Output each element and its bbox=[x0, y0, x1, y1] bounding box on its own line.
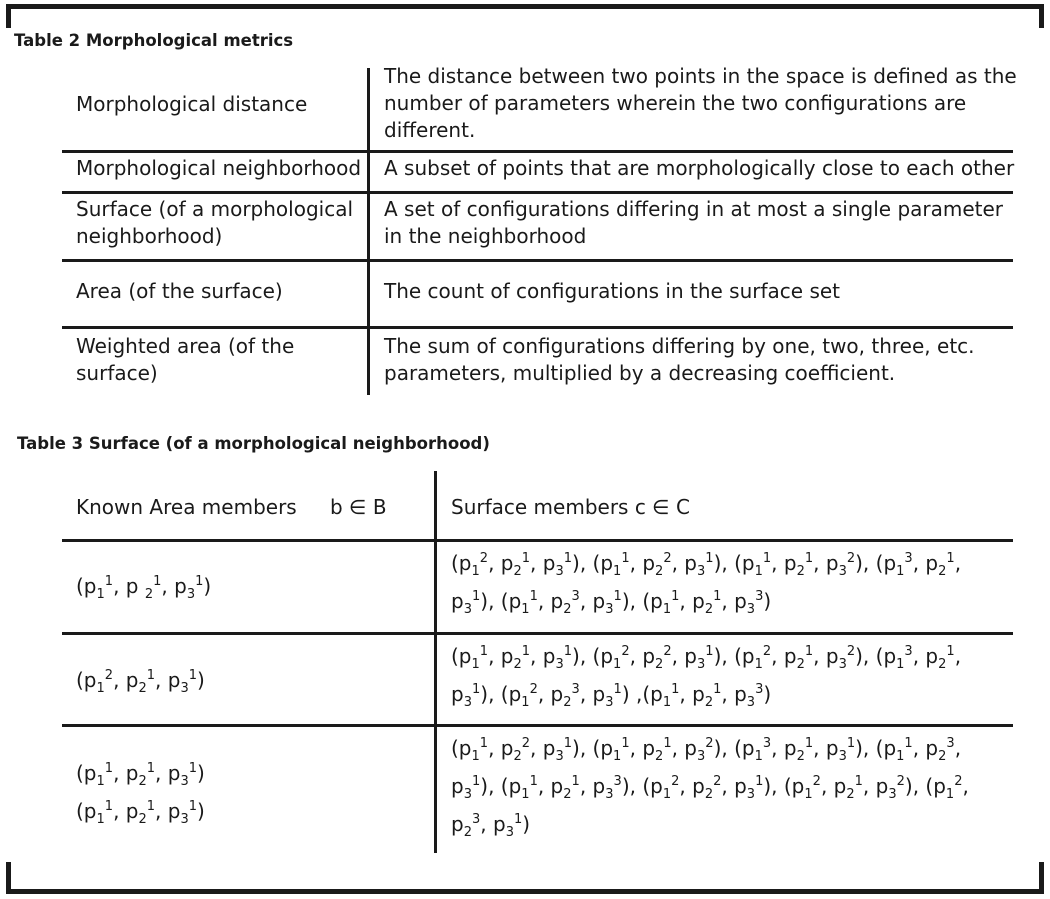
table2-row-divider bbox=[62, 150, 1013, 153]
surface-line: $p_3^1$), ($p_1^1$, $p_2^1$, $p_3^3$), ($p_1^2$, $p_2^2$, $p_3^1$), ($p_1^2$, $p_2^1$, $p_3^2$), ($p_1^2$, bbox=[451, 774, 969, 802]
table3-caption: Table 3 Surface (of a morphological neighborhood) bbox=[17, 434, 490, 453]
page-frame-corner bbox=[1039, 4, 1044, 28]
table2-term bbox=[76, 155, 361, 182]
table2-row-divider bbox=[62, 191, 1013, 194]
known-member: ($p_1^1$, $p_2^1$, $p_3^1$) bbox=[76, 799, 205, 827]
table2-definition bbox=[384, 63, 1017, 144]
known-member: ($p_1^1$, $p_2^1$, $p_3^1$) bbox=[76, 761, 205, 789]
table3-row-divider bbox=[62, 539, 1013, 542]
table3-known-cell bbox=[76, 567, 211, 605]
table2-definition bbox=[384, 196, 1003, 250]
page-frame-bottom bbox=[6, 889, 1044, 894]
page-frame-corner bbox=[6, 4, 11, 28]
table3-header-surface: Surface members c ∈ C bbox=[451, 495, 690, 519]
surface-line: $p_3^1$), ($p_1^1$, $p_2^3$, $p_3^1$), ($p_1^1$, $p_2^1$, $p_3^3$) bbox=[451, 589, 772, 617]
term-line: Area (of the surface) bbox=[76, 279, 283, 303]
term-line: neighborhood) bbox=[76, 224, 223, 248]
surface-line: $p_3^1$), ($p_1^2$, $p_2^3$, $p_3^1$) $,(p_1^1$, $p_2^1$, $p_3^3$) bbox=[451, 682, 772, 710]
definition-line: in the neighborhood bbox=[384, 224, 587, 248]
definition-line: The count of configurations in the surface set bbox=[384, 279, 841, 303]
term-line: Weighted area (of the bbox=[76, 334, 295, 358]
table3-surface-cell bbox=[451, 637, 961, 713]
table2-term bbox=[76, 91, 307, 118]
table3-header-known: Known Area members bbox=[76, 495, 297, 519]
table2-term bbox=[76, 196, 353, 250]
surface-line: $p_2^3$, $p_3^1$) bbox=[451, 812, 531, 840]
table3-column-divider bbox=[434, 471, 437, 853]
table3-row-divider bbox=[62, 724, 1013, 727]
table3-surface-cell bbox=[451, 544, 961, 620]
definition-line: A set of configurations differing in at most a single parameter bbox=[384, 197, 1004, 221]
definition-line: The distance between two points in the space is defined as the bbox=[384, 64, 1017, 88]
definition-line: A subset of points that are morphologically close to each other bbox=[384, 156, 1015, 180]
table3-known-cell bbox=[76, 661, 205, 699]
page-frame-corner bbox=[1039, 862, 1044, 894]
table2-term bbox=[76, 333, 294, 387]
table3-surface-cell bbox=[451, 729, 969, 843]
term-line: surface) bbox=[76, 361, 158, 385]
table3-header-symbol: b ∈ B bbox=[330, 495, 387, 519]
table2-row-divider bbox=[62, 326, 1013, 329]
term-line: Morphological neighborhood bbox=[76, 156, 362, 180]
table2-term bbox=[76, 278, 283, 305]
table2-row-divider bbox=[62, 259, 1013, 262]
table2-definition bbox=[384, 155, 1014, 182]
table2-definition bbox=[384, 333, 975, 387]
page-frame-corner bbox=[6, 862, 11, 894]
known-member: ($p_1^2$, $p_2^1$, $p_3^1$) bbox=[76, 668, 205, 696]
surface-line: ($p_1^1$, $p_2^1$, $p_3^1$), ($p_1^2$, $p_2^2$, $p_3^1$), ($p_1^2$, $p_2^1$, $p_3^2$), ($p_1^3$, $p_2^1$, bbox=[451, 644, 962, 672]
table2-definition bbox=[384, 278, 840, 305]
known-member: ($p_1^1$, p $_2^1$, $p_3^1$) bbox=[76, 574, 212, 602]
definition-line: parameters, multiplied by a decreasing coefficient. bbox=[384, 361, 896, 385]
table2-column-divider bbox=[367, 68, 370, 395]
table3-known-cell bbox=[76, 754, 205, 830]
term-line: Surface (of a morphological bbox=[76, 197, 354, 221]
term-line: Morphological distance bbox=[76, 92, 308, 116]
page-frame-top bbox=[6, 4, 1044, 9]
definition-line: different. bbox=[384, 118, 476, 142]
table3-row-divider bbox=[62, 632, 1013, 635]
definition-line: The sum of configurations differing by one, two, three, etc. bbox=[384, 334, 975, 358]
table2-caption: Table 2 Morphological metrics bbox=[14, 31, 294, 50]
surface-line: ($p_1^2$, $p_2^1$, $p_3^1$), ($p_1^1$, $p_2^2$, $p_3^1$), ($p_1^1$, $p_2^1$, $p_3^2$), ($p_1^3$, $p_2^1$, bbox=[451, 551, 962, 579]
surface-line: ($p_1^1$, $p_2^2$, $p_3^1$), ($p_1^1$, $p_2^1$, $p_3^2$), ($p_1^3$, $p_2^1$, $p_3^1$), ($p_1^1$, $p_2^3$, bbox=[451, 736, 962, 764]
definition-line: number of parameters wherein the two configurations are bbox=[384, 91, 967, 115]
